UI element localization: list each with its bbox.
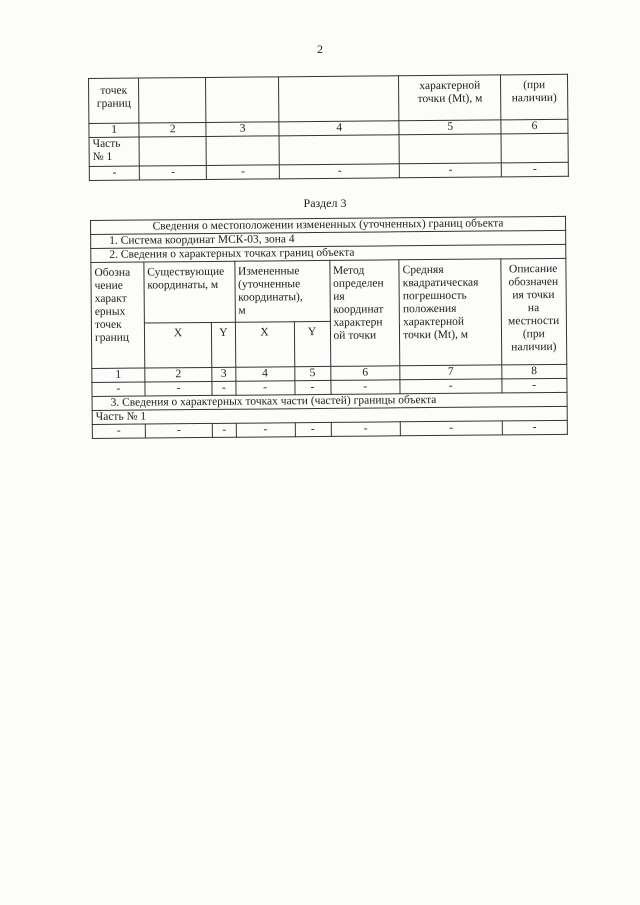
number-cell: 5 xyxy=(399,120,501,135)
number-cell: 5 xyxy=(294,366,330,380)
dash-cell: - xyxy=(140,165,207,180)
dash-cell: - xyxy=(501,378,567,393)
section-heading: 2. Сведения о характерных точках границ объекта xyxy=(91,244,566,262)
empty-cell xyxy=(139,136,206,166)
dash-cell: - xyxy=(206,165,279,180)
col-method: Метод определен ия координат характерн ой точки xyxy=(329,260,400,367)
section-title: Раздел 3 xyxy=(303,196,347,210)
number-cell: 1 xyxy=(92,368,145,382)
empty-cell xyxy=(279,135,399,165)
table-row xyxy=(89,133,568,166)
table-row xyxy=(89,74,568,123)
table-row xyxy=(89,162,568,180)
dash-cell: - xyxy=(145,423,213,438)
col-description: Описание обозначен ия точки на местности (при наличии) xyxy=(500,258,566,365)
dash-cell: - xyxy=(235,381,294,396)
dash-cell: - xyxy=(400,421,501,436)
number-cell: 6 xyxy=(501,119,568,134)
number-cell: 2 xyxy=(139,122,206,137)
number-cell: 4 xyxy=(235,367,294,382)
dash-cell: - xyxy=(295,380,331,394)
dash-cell: - xyxy=(295,422,331,436)
table-row xyxy=(91,258,567,323)
x-existing: X xyxy=(144,322,212,368)
number-cell: 8 xyxy=(501,364,567,379)
coordinate-system: 1. Система координат МСК-03, зона 4 xyxy=(91,230,566,248)
dash-cell: - xyxy=(501,162,568,177)
dash-cell: - xyxy=(212,381,235,395)
dash-cell: - xyxy=(330,380,400,395)
y-existing: Y xyxy=(212,322,236,367)
number-cell: 4 xyxy=(279,121,399,136)
part-label: Часть № 1 xyxy=(89,137,140,166)
header-cell: (при наличии) xyxy=(501,74,568,120)
table-caption: Сведения о местоположении измененных (уточненных) границ объекта xyxy=(91,216,566,234)
part-label: Часть № 1 xyxy=(92,406,567,424)
dash-cell: - xyxy=(145,381,213,396)
header-cell xyxy=(206,77,279,123)
col-error: Средняя квадратическая погрешность положения характерной точки (Mt), м xyxy=(399,259,501,366)
dash-cell: - xyxy=(331,422,401,437)
header-cell xyxy=(139,77,206,123)
table-row xyxy=(92,420,567,438)
header-cell: характерной точки (Mt), м xyxy=(399,75,501,121)
empty-cell xyxy=(399,134,501,164)
y-changed: Y xyxy=(294,321,330,366)
dash-cell: - xyxy=(400,379,501,394)
number-cell: 7 xyxy=(400,365,501,380)
table-continued xyxy=(88,74,569,181)
page-number: 2 xyxy=(317,42,323,56)
x-changed: X xyxy=(235,322,294,368)
dash-cell: - xyxy=(92,424,145,438)
dash-cell: - xyxy=(92,382,145,396)
section-heading: 3. Сведения о характерных точках части (частей) границы объекта xyxy=(92,392,567,410)
dash-cell: - xyxy=(279,164,399,179)
col-changed: Измененные (уточненные координаты), м xyxy=(234,260,330,322)
header-cell: точек границ xyxy=(89,78,140,123)
dash-cell: - xyxy=(400,163,502,178)
col-designation: Обозна чение характ ерных точек границ xyxy=(91,262,145,368)
number-cell: 3 xyxy=(206,122,279,137)
dash-cell: - xyxy=(502,420,568,435)
col-existing: Существующие координаты, м xyxy=(144,261,235,323)
empty-cell xyxy=(206,136,279,166)
dash-cell: - xyxy=(89,166,139,180)
number-cell: 6 xyxy=(330,366,400,381)
dash-cell: - xyxy=(213,423,236,437)
empty-cell xyxy=(501,133,568,163)
header-cell xyxy=(279,76,400,122)
number-cell: 2 xyxy=(145,367,213,382)
dash-cell: - xyxy=(236,423,295,438)
number-cell: 3 xyxy=(212,367,235,381)
number-cell: 1 xyxy=(89,123,139,137)
boundary-table xyxy=(90,216,568,439)
